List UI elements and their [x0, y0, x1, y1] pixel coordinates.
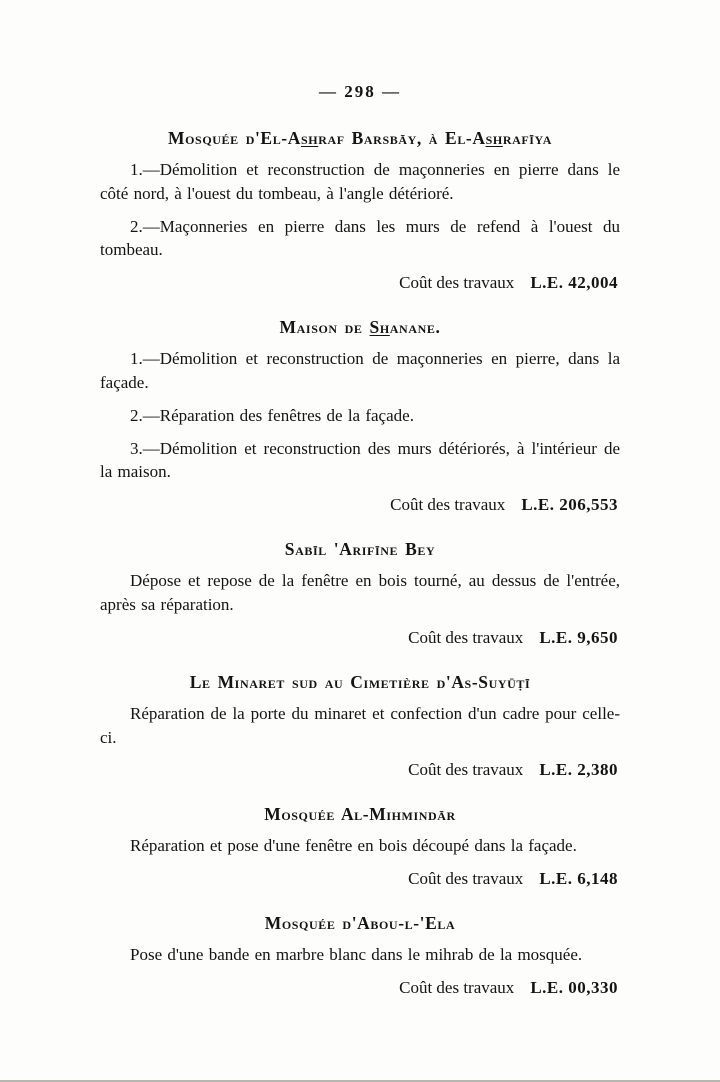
paragraph: 2.—Réparation des fenêtres de la façade. [130, 405, 414, 425]
cost-amount: L.E. 2,380 [539, 760, 618, 780]
section-heading [100, 128, 620, 149]
paragraph: 1.—Démolition et reconstruction de maçonneries en pierre dans le côté nord, à l'ouest du tombeau, à l'angle détérioré. [100, 160, 620, 203]
paragraph: 2.—Maçonneries en pierre dans les murs de refend à l'ouest du tombeau. [100, 216, 620, 260]
cost-label: Coût des travaux [408, 627, 524, 647]
cost-label: Coût des travaux [408, 760, 524, 780]
cost-label: Coût des travaux [408, 869, 524, 889]
heading-part: Le Minaret sud au Cimetière d'As-Suyūṭī [189, 671, 531, 692]
heading-part: Mosquée d'El-A [168, 128, 301, 148]
cost-label: Coût des travaux [399, 977, 515, 997]
cost-amount: L.E. 206,553 [521, 495, 618, 515]
heading-part: anane. [389, 317, 441, 338]
section-heading [100, 804, 620, 825]
cost-line [100, 628, 620, 648]
section-heading [100, 539, 620, 560]
paragraph: Réparation de la porte du minaret et confection d'un cadre pour celle-ci. [100, 703, 620, 747]
heading-part: Mosquée d'Abou-l-'Ela [264, 913, 456, 934]
section-heading [100, 317, 620, 338]
cost-line [100, 273, 620, 293]
cost-line [100, 869, 620, 889]
heading-part: raf Barsbāy, à El-A [318, 128, 486, 148]
paragraph: 3.—Démolition et reconstruction des murs détériorés, à l'intérieur de la maison. [100, 438, 620, 482]
paragraph: Pose d'une bande en marbre blanc dans le mihrab de la mosquée. [130, 945, 583, 965]
heading-part: Sabīl 'Arifīne Bey [284, 539, 436, 560]
cost-line [100, 495, 620, 515]
heading-underlined-part: sh [485, 128, 503, 148]
cost-line [100, 760, 620, 780]
sections-container [100, 128, 620, 998]
heading-part: rafīya [502, 128, 552, 148]
section-heading [100, 672, 620, 693]
cost-line [100, 978, 620, 998]
cost-amount: L.E. 00,330 [530, 977, 618, 997]
heading-part: Mosquée Al-Mihmindār [264, 804, 456, 825]
heading-underlined-part: sh [300, 128, 319, 148]
page-number: — 298 — [319, 82, 401, 101]
cost-label: Coût des travaux [390, 495, 506, 515]
cost-amount: L.E. 9,650 [539, 627, 618, 647]
cost-amount: L.E. 42,004 [530, 273, 618, 293]
section-heading [100, 913, 620, 934]
paragraph: Dépose et repose de la fenêtre en bois tourné, au dessus de l'entrée, après sa réparation. [100, 571, 620, 614]
cost-amount: L.E. 6,148 [539, 869, 618, 889]
paragraph: Réparation et pose d'une fenêtre en bois découpé dans la façade. [130, 836, 577, 856]
paragraph: 1.—Démolition et reconstruction de maçonneries en pierre, dans la façade. [100, 349, 620, 392]
heading-underlined-part: Sh [369, 317, 390, 338]
cost-label: Coût des travaux [399, 273, 515, 293]
heading-part: Maison de [279, 317, 370, 338]
